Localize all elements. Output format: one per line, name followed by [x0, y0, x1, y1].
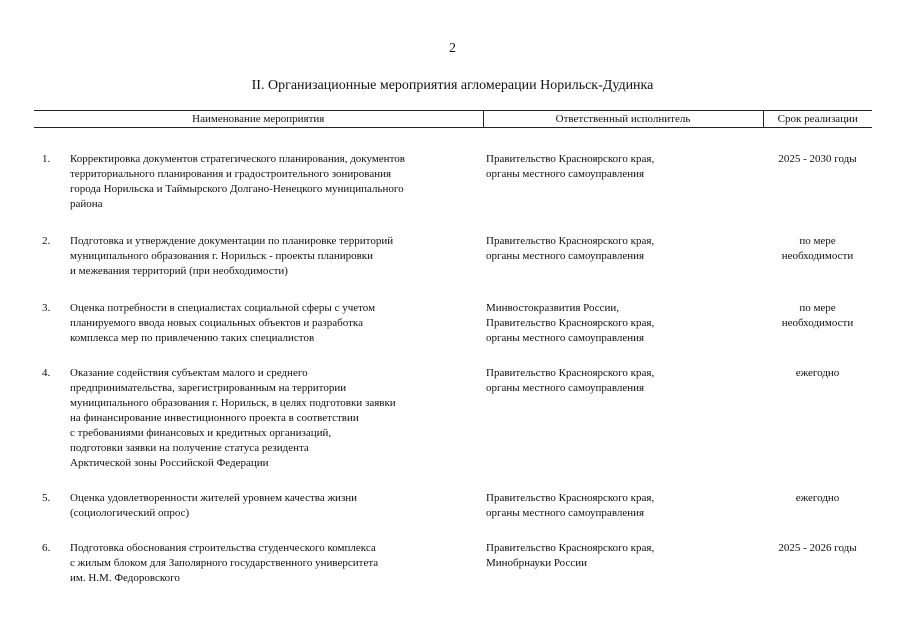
- measure-name-line: района: [70, 198, 103, 210]
- table-row: [34, 471, 872, 521]
- measures-table: [34, 110, 872, 586]
- term-line: по мере: [799, 235, 836, 247]
- measure-name-line: Арктической зоны Российской Федерации: [70, 457, 269, 469]
- measure-name-line: Оказание содействия субъектам малого и среднего: [70, 367, 308, 379]
- executor-line: Правительство Красноярского края,: [486, 235, 655, 247]
- table-row: [34, 279, 872, 346]
- measure-name-line: и межевания территорий (при необходимости): [70, 265, 288, 277]
- measure-name-line: города Норильска и Таймырского Долгано-Ненецкого муниципального: [70, 183, 404, 195]
- term-line: необходимости: [781, 250, 854, 262]
- executor-line: органы местного самоуправления: [486, 250, 645, 262]
- measure-name-line: подготовки заявки на получение статуса резидента: [70, 442, 309, 454]
- table-body: [34, 128, 872, 587]
- measure-name-line: муниципального образования г. Норильск, в целях подготовки заявки: [70, 397, 396, 409]
- term-line: ежегодно: [795, 367, 840, 379]
- term: [763, 212, 872, 279]
- table-row: [34, 212, 872, 279]
- measure-name-line: предпринимательства, зарегистрированным на территории: [70, 382, 347, 394]
- table-row: [34, 521, 872, 586]
- measure-name: [70, 128, 483, 213]
- measure-name-line: Оценка удовлетворенности жителей уровнем качества жизни: [70, 492, 358, 504]
- row-number: 6.: [42, 542, 51, 554]
- executor-line: Правительство Красноярского края,: [486, 367, 655, 379]
- executor-line: органы местного самоуправления: [486, 332, 645, 344]
- executor-line: Правительство Красноярского края,: [486, 317, 655, 329]
- executor: [483, 279, 763, 346]
- row-number: 1.: [42, 153, 51, 165]
- executor-line: органы местного самоуправления: [486, 168, 645, 180]
- table-header-row: [34, 111, 872, 128]
- measure-name-line: территориального планирования и градостроительного зонирования: [70, 168, 392, 180]
- executor-line: Правительство Красноярского края,: [486, 153, 655, 165]
- header-term: Срок реализации: [763, 111, 872, 128]
- measure-name-line: им. Н.М. Федоровского: [70, 572, 180, 584]
- executor-line: Минвостокразвития России,: [486, 302, 620, 314]
- measure-name-line: на финансирование инвестиционного проекта в соответствии: [70, 412, 359, 424]
- measure-name-line: Корректировка документов стратегического планирования, документов: [70, 153, 405, 165]
- header-measure-name: Наименование мероприятия: [34, 111, 483, 128]
- section-title: II. Организационные мероприятия агломерации Норильск-Дудинка: [251, 78, 654, 93]
- term-line: необходимости: [781, 317, 854, 329]
- row-number: 5.: [42, 492, 51, 504]
- term: [763, 471, 872, 521]
- table-row: [34, 346, 872, 471]
- executor-line: Правительство Красноярского края,: [486, 542, 655, 554]
- measure-name: [70, 521, 483, 586]
- executor: [483, 346, 763, 471]
- term-line: ежегодно: [795, 492, 840, 504]
- executor: [483, 212, 763, 279]
- term-line: 2025 - 2030 годы: [778, 153, 857, 165]
- row-number: 3.: [42, 302, 51, 314]
- measure-name: [70, 279, 483, 346]
- executor-line: органы местного самоуправления: [486, 507, 645, 519]
- executor-line: Минобрнауки России: [486, 557, 587, 569]
- term: [763, 521, 872, 586]
- executor: [483, 471, 763, 521]
- term-line: по мере: [799, 302, 836, 314]
- term-line: 2025 - 2026 годы: [778, 542, 857, 554]
- measure-name-line: комплекса мер по привлечению таких специалистов: [70, 332, 315, 344]
- executor: [483, 521, 763, 586]
- measure-name: [70, 471, 483, 521]
- measure-name-line: (социологический опрос): [70, 507, 190, 519]
- measure-name-line: Оценка потребности в специалистах социальной сферы с учетом: [70, 302, 376, 314]
- row-number: 4.: [42, 367, 51, 379]
- term: [763, 346, 872, 471]
- table-row: [34, 128, 872, 213]
- page-number: 2: [449, 41, 456, 56]
- row-number: 2.: [42, 235, 51, 247]
- measure-name: [70, 346, 483, 471]
- executor-line: органы местного самоуправления: [486, 382, 645, 394]
- term: [763, 279, 872, 346]
- executor-line: Правительство Красноярского края,: [486, 492, 655, 504]
- measure-name-line: с жилым блоком для Заполярного государственного университета: [70, 557, 379, 569]
- measure-name-line: Подготовка обоснования строительства студенческого комплекса: [70, 542, 376, 554]
- measure-name-line: планируемого ввода новых социальных объектов и разработка: [70, 317, 363, 329]
- measure-name-line: с требованиями финансовых и кредитных организаций,: [70, 427, 332, 439]
- term: [763, 128, 872, 213]
- measure-name-line: муниципального образования г. Норильск - проекты планировки: [70, 250, 374, 262]
- measure-name-line: Подготовка и утверждение документации по планировке территорий: [70, 235, 394, 247]
- measure-name: [70, 212, 483, 279]
- executor: [483, 128, 763, 213]
- header-executor: Ответственный исполнитель: [483, 111, 763, 128]
